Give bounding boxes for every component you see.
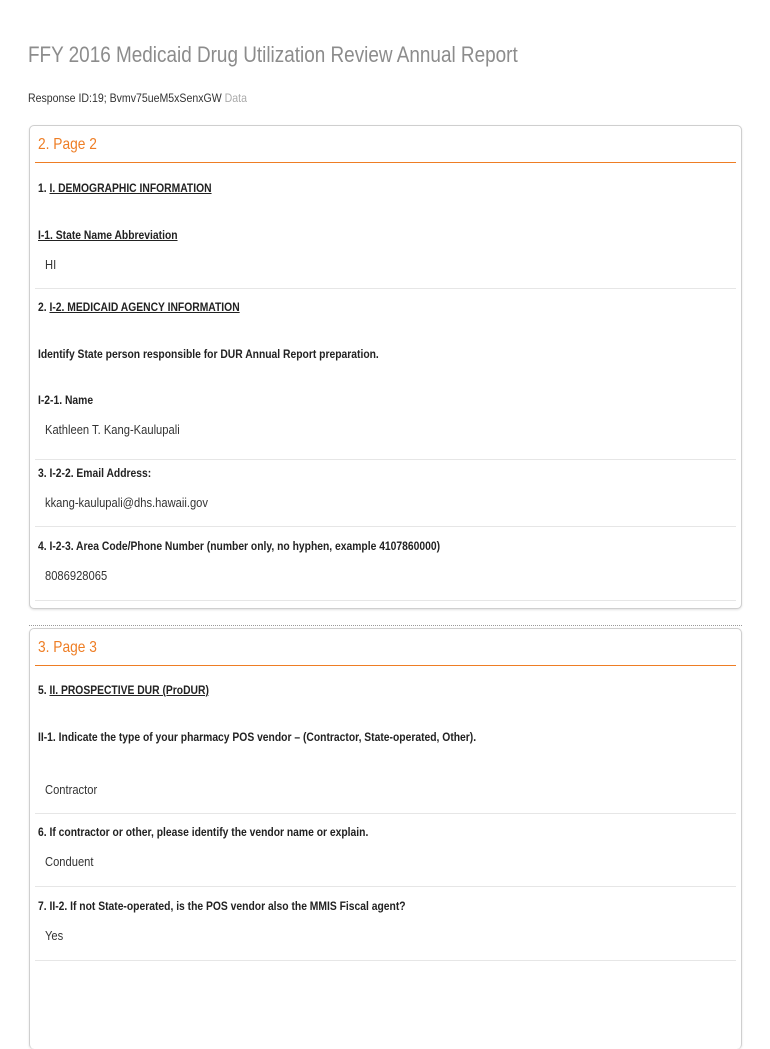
phone-label: 4. I-2-3. Area Code/Phone Number (number only, no hyphen, example 4107860000): [38, 539, 441, 553]
question-3-block: [35, 459, 736, 527]
question-5-heading: [38, 683, 209, 697]
fiscal-agent-value: Yes: [45, 928, 64, 943]
page-3-title: 3. Page 3: [38, 639, 97, 656]
email-value: kkang-kaulupali@dhs.hawaii.gov: [45, 495, 208, 510]
question-2-block: [35, 288, 736, 460]
name-label: I-2-1. Name: [38, 393, 94, 407]
state-name-abbreviation-label: I-1. State Name Abbreviation: [38, 228, 178, 242]
response-id: Response ID:19; Bvmv75ueM5xSenxGW: [28, 91, 222, 105]
fiscal-agent-label: 7. II-2. If not State-operated, is the POS vendor also the MMIS Fiscal agent?: [38, 899, 406, 913]
question-7-block: [35, 886, 736, 961]
vendor-name-label: 6. If contractor or other, please identify the vendor name or explain.: [38, 825, 369, 839]
pos-vendor-type-label: II-1. Indicate the type of your pharmacy POS vendor – (Contractor, State-operated, Other).: [38, 730, 477, 744]
response-id-line: [28, 91, 247, 105]
pos-vendor-type-value: Contractor: [45, 782, 98, 797]
page-2-title: 2. Page 2: [38, 136, 97, 153]
prospective-dur-label: II. PROSPECTIVE DUR (ProDUR): [49, 683, 209, 697]
page-3-header: [35, 629, 736, 666]
page-2-header: [35, 126, 736, 163]
question-4-block: [35, 526, 736, 601]
medicaid-agency-info-label: I-2. MEDICAID AGENCY INFORMATION: [49, 300, 240, 314]
question-5-block: [35, 666, 736, 814]
question-6-block: [35, 813, 736, 887]
question-1-number: 1.: [38, 181, 47, 195]
question-5-number: 5.: [38, 683, 47, 697]
state-name-abbreviation-value: HI: [45, 257, 57, 272]
page-separator: [29, 625, 742, 626]
page-2-panel: [29, 125, 742, 609]
email-label: 3. I-2-2. Email Address:: [38, 466, 152, 480]
report-title: FFY 2016 Medicaid Drug Utilization Review Annual Report: [28, 42, 518, 67]
question-1-heading: [38, 181, 212, 195]
question-2-description: Identify State person responsible for DUR Annual Report preparation.: [38, 347, 379, 361]
vendor-name-value: Conduent: [45, 854, 94, 869]
question-2-heading: [38, 300, 240, 314]
page-3-panel: [29, 628, 742, 1049]
phone-value: 8086928065: [45, 568, 108, 583]
question-1-block: [35, 163, 736, 289]
data-label: Data: [224, 91, 247, 105]
question-2-number: 2.: [38, 300, 47, 314]
name-value: Kathleen T. Kang-Kaulupali: [45, 422, 180, 437]
demographic-info-label: I. DEMOGRAPHIC INFORMATION: [49, 181, 212, 195]
